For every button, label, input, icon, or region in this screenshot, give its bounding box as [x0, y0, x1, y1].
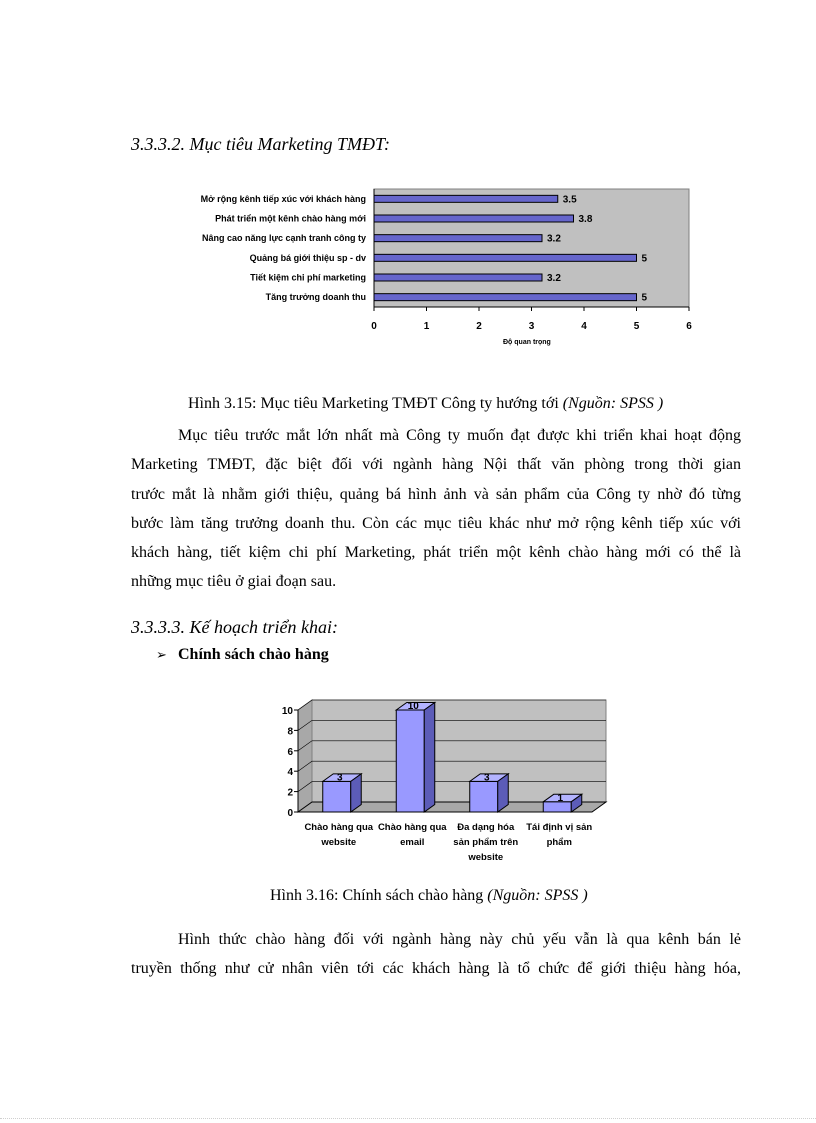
bar-front: [323, 781, 351, 812]
plot-side-wall: [298, 700, 312, 812]
bar-value-label: 3.2: [547, 233, 561, 245]
section-heading-3333: 3.3.3.3. Kế hoạch triển khai:: [131, 617, 338, 637]
category-label: Mở rộng kênh tiếp xúc với khách hàng: [200, 193, 366, 204]
bullet-label: Chính sách chào hàng: [178, 646, 329, 663]
bar-value-label: 3: [336, 772, 343, 784]
paragraph-line: Mục tiêu trước mắt lớn nhất mà Công ty muốn đạt được khi triển khai hoạt động: [178, 427, 741, 444]
y-tick-label: 0: [287, 808, 293, 819]
bar-value-label: 1: [557, 792, 564, 804]
page-bottom-border: [0, 1118, 816, 1119]
bar-value-label: 5: [641, 292, 648, 304]
y-tick-label: 10: [281, 706, 293, 717]
y-tick-label: 6: [287, 746, 293, 758]
category-label: Tiết kiệm chi phí marketing: [250, 272, 366, 283]
caption-text: Hình 3.15: Mục tiêu Marketing TMĐT Công ty hướng tới: [188, 395, 563, 412]
category-label: Phát triển một kênh chào hàng mới: [215, 213, 366, 224]
caption-source: (Nguồn: SPSS ): [562, 395, 664, 412]
category-label: Nâng cao năng lực cạnh tranh công ty: [201, 233, 366, 244]
category-label: Đa dạng hóa: [457, 822, 515, 833]
x-tick-label: 5: [633, 321, 640, 332]
y-tick-label: 2: [287, 787, 293, 799]
bar-value-label: 5: [641, 253, 648, 265]
paragraph-line: khách hàng, tiết kiệm chi phí Marketing, phát triển một kênh chào hàng mới có thể là: [131, 544, 741, 562]
x-axis-title: Độ quan trọng: [503, 339, 551, 346]
x-tick-label: 1: [423, 321, 430, 332]
paragraph-line: truyền thống như cử nhân viên tới các khách hàng là tổ chức để giới thiệu hàng hóa,: [131, 960, 741, 978]
x-tick-label: 2: [476, 321, 482, 332]
bar-value-label: 3: [483, 772, 490, 784]
paragraph-line: những mục tiêu ở giai đoạn sau.: [131, 573, 337, 591]
category-label: email: [400, 837, 425, 848]
paragraph-offer: [131, 925, 741, 984]
category-label: Chào hàng qua: [377, 822, 447, 833]
y-tick-label: 8: [287, 726, 293, 738]
category-label: Tăng trưởng doanh thu: [265, 292, 366, 303]
category-label: Quảng bá giới thiệu sp - dv: [249, 252, 366, 263]
paragraph-line: Marketing TMĐT, đặc biệt đối với ngành hàng Nội thất văn phòng trong thời gian: [131, 456, 741, 474]
category-label: Tái định vị sản: [526, 822, 593, 833]
paragraph-line: Hình thức chào hàng đối với ngành hàng này chủ yếu vẫn là qua kênh bán lẻ: [178, 931, 741, 948]
category-label: phẩm: [546, 837, 572, 848]
x-tick-label: 0: [371, 321, 377, 332]
caption-text: Hình 3.16: Chính sách chào hàng: [270, 887, 488, 904]
category-label: website: [321, 837, 357, 848]
bar-front: [396, 710, 424, 812]
y-tick-label: 4: [287, 767, 293, 779]
bar-value-label: 3.5: [562, 194, 577, 206]
bar-value-label: 10: [407, 701, 419, 712]
bar-value-label: 3.8: [578, 214, 593, 225]
figure-caption-316: [270, 887, 588, 905]
category-label: sản phẩm trên: [453, 837, 519, 848]
arrow-bullet-icon: ➢: [156, 648, 167, 663]
category-label: website: [468, 852, 504, 863]
bar-front: [470, 781, 498, 812]
x-tick-label: 3: [528, 321, 535, 332]
paragraph-line: bước làm tăng trưởng doanh thu. Còn các mục tiêu khác như mở rộng kênh tiếp xúc với: [131, 514, 741, 532]
bar-side: [424, 703, 435, 813]
x-tick-label: 6: [686, 321, 692, 332]
paragraph-line: trước mắt là nhằm giới thiệu, quảng bá hình ảnh và sản phẩm của Công ty nhờ đó từng: [131, 485, 741, 503]
section-heading-3332: 3.3.3.2. Mục tiêu Marketing TMĐT:: [131, 134, 390, 154]
bar-value-label: 3.2: [547, 273, 561, 284]
category-label: Chào hàng qua: [304, 822, 374, 833]
x-tick-label: 4: [581, 321, 587, 332]
caption-source: (Nguồn: SPSS ): [487, 887, 588, 904]
